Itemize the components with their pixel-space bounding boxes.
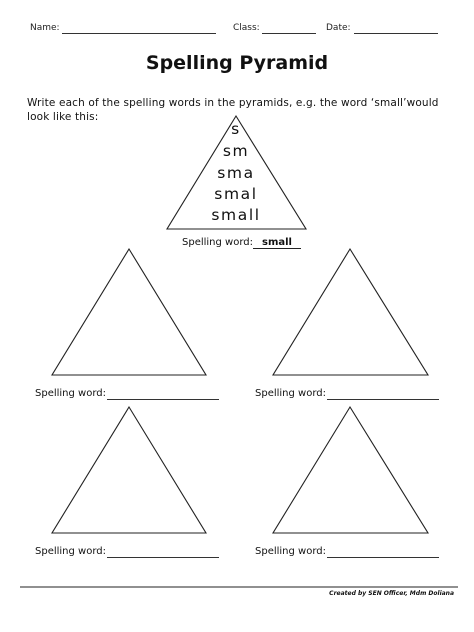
page-title: Spelling Pyramid (145, 52, 329, 74)
example-row-1: s (231, 120, 241, 138)
pyramid-1-spelling-line[interactable] (107, 399, 219, 400)
example-row-3: sma (217, 164, 255, 182)
date-label: Date: (326, 23, 351, 33)
class-label: Class: (233, 23, 260, 33)
pyramid-2-spelling-label: Spelling word: (255, 388, 326, 399)
example-row-2: sm (222, 142, 250, 160)
example-row-5: small (211, 206, 261, 224)
pyramid-4-spelling-label: Spelling word: (255, 546, 326, 557)
pyramid-1-spelling-label: Spelling word: (35, 388, 106, 399)
example-spelling-word-label: Spelling word: (182, 237, 253, 248)
pyramid-triangle-1[interactable] (52, 249, 206, 375)
pyramid-triangle-4[interactable] (273, 407, 428, 533)
footer-credit: Created by SEN Officer, Mdm Doliana (329, 590, 454, 597)
pyramid-3-spelling-label: Spelling word: (35, 546, 106, 557)
pyramid-4-spelling-line[interactable] (327, 557, 439, 558)
name-label: Name: (30, 23, 60, 33)
example-spelling-word-value: small (253, 237, 301, 249)
pyramid-triangle-2[interactable] (273, 249, 428, 375)
instructions-text: Write each of the spelling words in the pyramids, e.g. the word ‘small’would look like this: (27, 97, 439, 123)
pyramid-3-spelling-line[interactable] (107, 557, 219, 558)
pyramid-triangle-3[interactable] (52, 407, 206, 533)
example-row-4: smal (214, 185, 258, 203)
pyramid-2-spelling-line[interactable] (327, 399, 439, 400)
